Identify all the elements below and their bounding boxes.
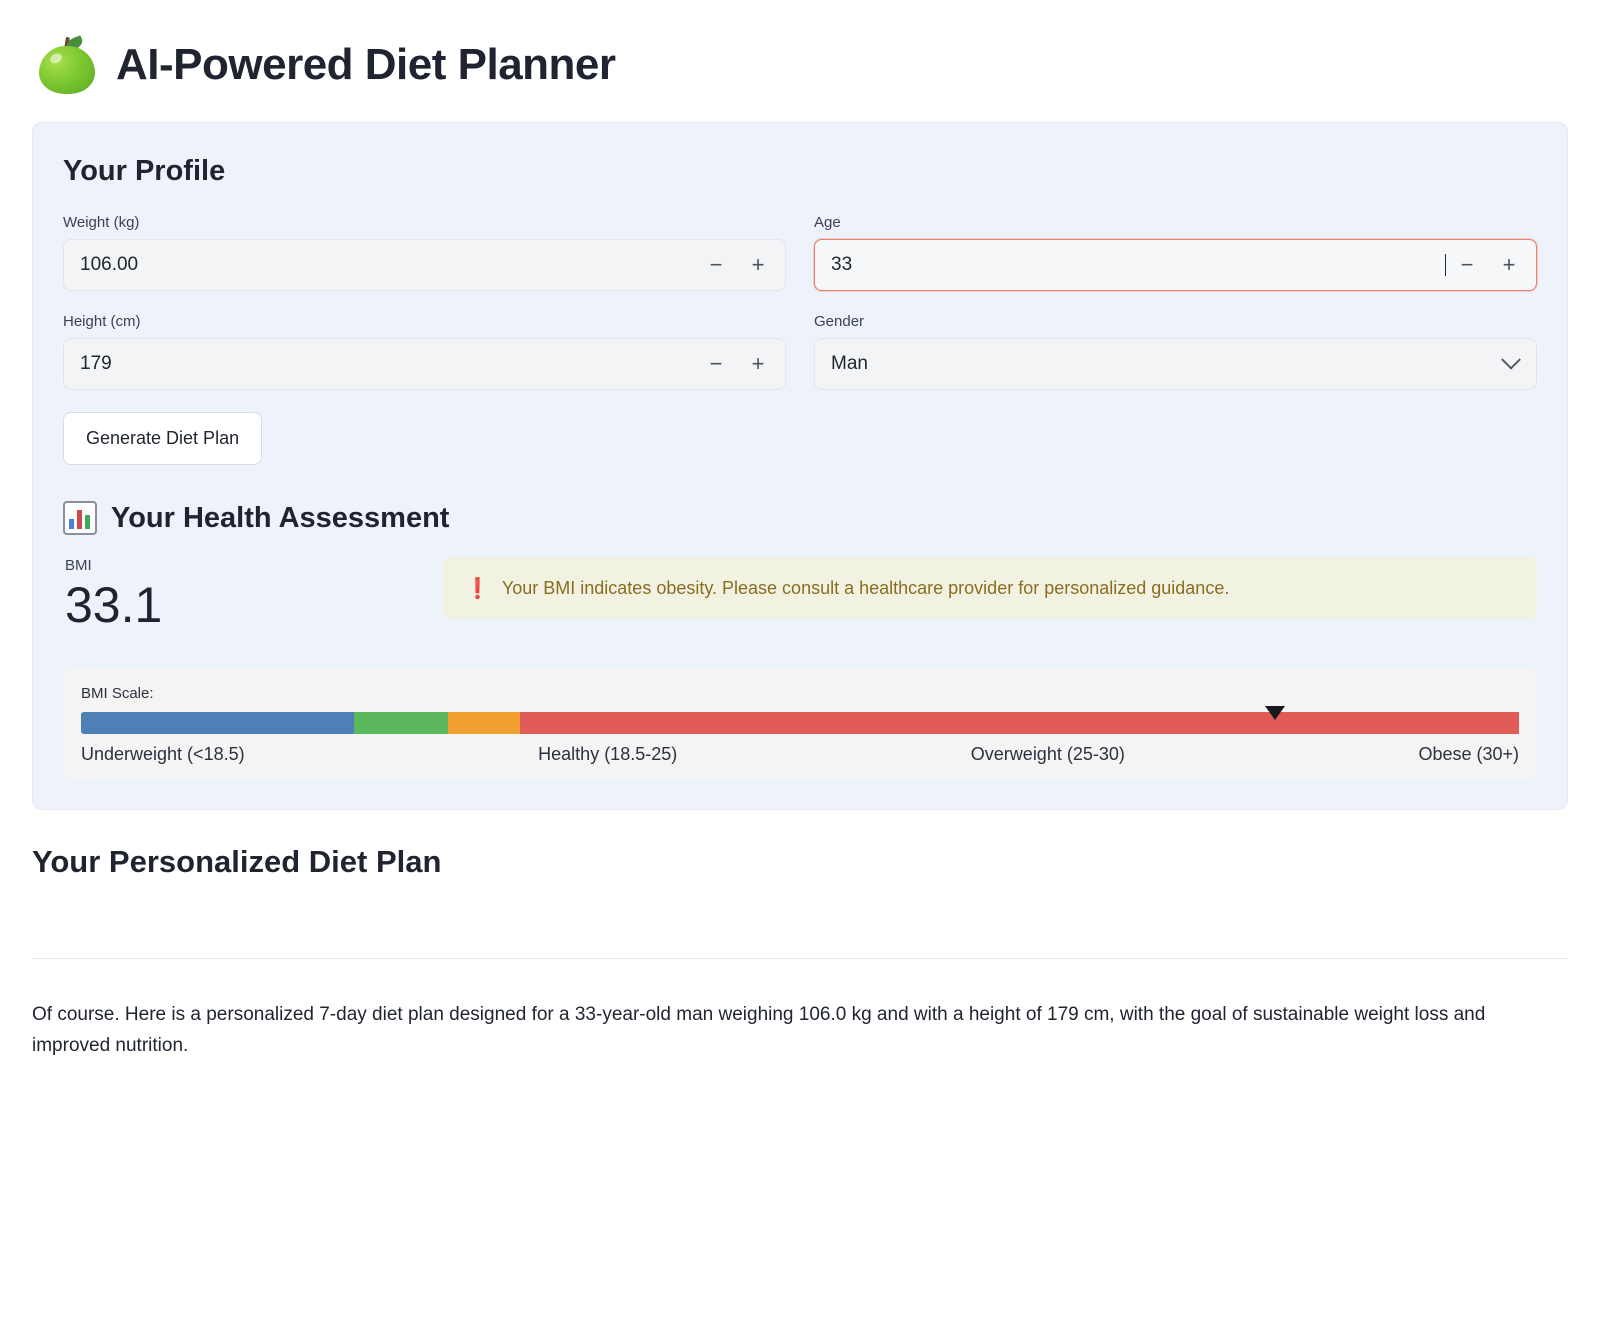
app-header (36, 34, 1568, 96)
gender-selected-value: Man (831, 353, 868, 374)
bmi-label: BMI (65, 557, 92, 574)
legend-obese: Obese (30+) (1418, 744, 1519, 764)
gender-label: Gender (814, 313, 865, 330)
height-field (63, 313, 786, 390)
bmi-scale-marker (1265, 706, 1285, 720)
age-stepper[interactable] (814, 239, 1537, 291)
weight-field (63, 214, 786, 291)
apple-icon (36, 34, 98, 96)
age-increment-button[interactable]: + (1488, 243, 1530, 287)
health-assessment-title: Your Health Assessment (111, 501, 450, 534)
warning-icon: ❗ (465, 577, 490, 600)
page-title: AI-Powered Diet Planner (116, 40, 616, 89)
generate-diet-plan-button[interactable]: Generate Diet Plan (63, 412, 262, 465)
age-decrement-button[interactable]: − (1446, 243, 1488, 287)
bmi-scale-segment-healthy-low (354, 712, 447, 734)
bmi-row (63, 557, 1537, 633)
gender-select[interactable] (814, 338, 1537, 390)
profile-card (32, 122, 1568, 810)
bmi-warning-text: Your BMI indicates obesity. Please consult a healthcare provider for personalized guidance. (501, 577, 1230, 598)
gender-field (814, 313, 1537, 390)
weight-decrement-button[interactable]: − (695, 243, 737, 287)
height-label: Height (cm) (63, 313, 141, 330)
age-input[interactable]: 33 (831, 254, 853, 275)
bmi-scale-track (81, 712, 1519, 734)
age-field (814, 214, 1537, 291)
bmi-scale (63, 669, 1537, 779)
bmi-scale-label: BMI Scale: (81, 685, 154, 702)
weight-increment-button[interactable]: + (737, 243, 779, 287)
height-decrement-button[interactable]: − (695, 342, 737, 386)
chevron-down-icon (1501, 350, 1521, 370)
bmi-scale-segment-obese (520, 712, 1519, 734)
age-label: Age (814, 214, 841, 231)
bmi-scale-segment-underweight (81, 712, 354, 734)
bmi-block (63, 557, 443, 633)
height-increment-button[interactable]: + (737, 342, 779, 386)
bmi-scale-legend (81, 744, 1519, 765)
section-divider (32, 958, 1568, 959)
height-stepper[interactable] (63, 338, 786, 390)
bar-chart-icon (63, 501, 97, 535)
diet-plan-title: Your Personalized Diet Plan (32, 844, 442, 879)
weight-input[interactable]: 106.00 (80, 254, 139, 275)
weight-stepper[interactable] (63, 239, 786, 291)
height-input[interactable]: 179 (80, 353, 112, 374)
legend-overweight: Overweight (25-30) (970, 744, 1125, 764)
bmi-value: 33.1 (65, 577, 163, 633)
profile-section-title: Your Profile (63, 155, 226, 187)
bmi-warning-banner (443, 557, 1537, 619)
diet-plan-body: Of course. Here is a personalized 7-day diet plan designed for a 33-year-old man weighing 106.0 kg and with a height of 179 cm, with the goal of sustainable weight loss and improved nutrition. (32, 1004, 1486, 1057)
bmi-scale-segment-overweight (448, 712, 520, 734)
legend-underweight: Underweight (<18.5) (81, 744, 245, 764)
profile-form (63, 214, 1537, 408)
weight-label: Weight (kg) (63, 214, 140, 231)
health-assessment-header (63, 501, 1537, 535)
legend-healthy: Healthy (18.5-25) (538, 744, 678, 764)
